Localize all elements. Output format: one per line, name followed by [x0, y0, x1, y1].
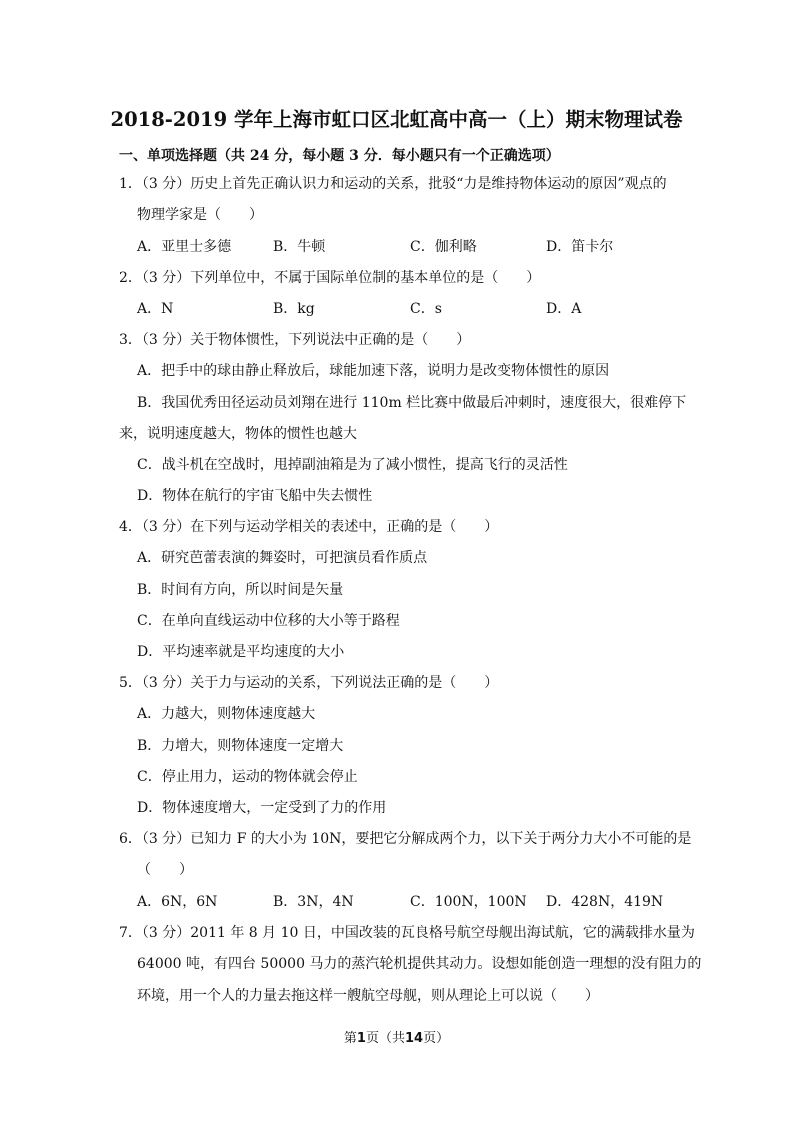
question-1-option-b: B．牛顿	[273, 239, 326, 255]
section-heading: 一、单项选择题（共 24 分，每小题 3 分．每小题只有一个正确选项）	[119, 148, 560, 164]
question-7-line-1: 7．（3 分）2011 年 8 月 10 日，中国改装的瓦良格号航空母舰出海试航，它的满载排水量为	[119, 925, 695, 941]
question-6-option-b: B．3N，4N	[273, 894, 354, 910]
question-4-option-c: C．在单向直线运动中位移的大小等于路程	[137, 613, 400, 629]
question-2-option-a: A．N	[137, 301, 174, 317]
question-4-line-1: 4．（3 分）在下列与运动学相关的表述中，正确的是（ ）	[119, 519, 499, 535]
question-4-option-d: D．平均速率就是平均速度的大小	[137, 644, 345, 660]
question-6-option-a: A．6N，6N	[137, 894, 218, 910]
question-4-option-b: B．时间有方向，所以时间是矢量	[137, 582, 344, 598]
footer-suffix: 页）	[423, 1031, 450, 1046]
question-3-option-b-continued: 来，说明速度越大，物体的惯性也越大	[119, 426, 357, 442]
question-5-line-1: 5．（3 分）关于力与运动的关系，下列说法正确的是（ ）	[119, 675, 499, 691]
question-3-line-1: 3．（3 分）关于物体惯性，下列说法中正确的是（ ）	[119, 332, 471, 348]
question-1-option-c: C．伽利略	[410, 239, 477, 255]
question-6-option-d: D．428N，419N	[546, 894, 664, 910]
question-6-option-c: C．100N，100N	[410, 894, 527, 910]
page-title: 2018-2019 学年上海市虹口区北虹高中高一（上）期末物理试卷	[110, 108, 683, 131]
footer-total-pages: 14	[404, 1031, 424, 1046]
footer-page-number: 1	[356, 1031, 366, 1046]
question-1-line-1: 1．（3 分）历史上首先正确认识力和运动的关系，批驳“力是维持物体运动的原因”观点的	[119, 176, 667, 192]
question-3-option-a: A．把手中的球由静止释放后，球能加速下落，说明力是改变物体惯性的原因	[137, 363, 610, 379]
question-2-option-d: D．A	[546, 301, 582, 317]
question-1-option-a: A．亚里士多德	[137, 239, 232, 255]
question-3-option-c: C．战斗机在空战时，甩掉副油箱是为了减小惯性，提高飞行的灵活性	[137, 457, 568, 473]
question-2-option-b: B．kg	[273, 301, 315, 317]
question-5-option-c: C．停止用力，运动的物体就会停止	[137, 769, 358, 785]
question-7-line-3: 环境，用一个人的力量去拖这样一艘航空母舰，则从理论上可以说（ ）	[137, 988, 599, 1004]
question-1-option-d: D．笛卡尔	[546, 239, 614, 255]
question-4-option-a: A．研究芭蕾表演的舞姿时，可把演员看作质点	[137, 550, 428, 566]
question-5-option-d: D．物体速度增大，一定受到了力的作用	[137, 800, 387, 816]
question-5-option-b: B．力增大，则物体速度一定增大	[137, 738, 344, 754]
footer-middle: 页（共	[365, 1031, 405, 1046]
question-6-line-1: 6．（3 分）已知力 F 的大小为 10N，要把它分解成两个力，以下关于两分力大小不可能的是	[119, 831, 692, 847]
question-6-line-2: （ ）	[137, 862, 193, 878]
footer-prefix: 第	[343, 1031, 357, 1046]
question-3-option-d: D．物体在航行的宇宙飞船中失去惯性	[137, 488, 373, 504]
question-3-option-b: B．我国优秀田径运动员刘翔在进行 110m 栏比赛中做最后冲刺时，速度很大，很难停下	[137, 395, 687, 411]
page-footer	[0, 1027, 793, 1046]
question-5-option-a: A．力越大，则物体速度越大	[137, 706, 316, 722]
question-1-line-2: 物理学家是（ ）	[137, 207, 263, 223]
question-2-line-1: 2．（3 分）下列单位中，不属于国际单位制的基本单位的是（ ）	[119, 270, 541, 286]
question-2-option-c: C．s	[410, 301, 442, 317]
question-7-line-2: 64000 吨，有四台 50000 马力的蒸汽轮机提供其动力。设想如能创造一理想的没有阻力的	[137, 956, 702, 972]
